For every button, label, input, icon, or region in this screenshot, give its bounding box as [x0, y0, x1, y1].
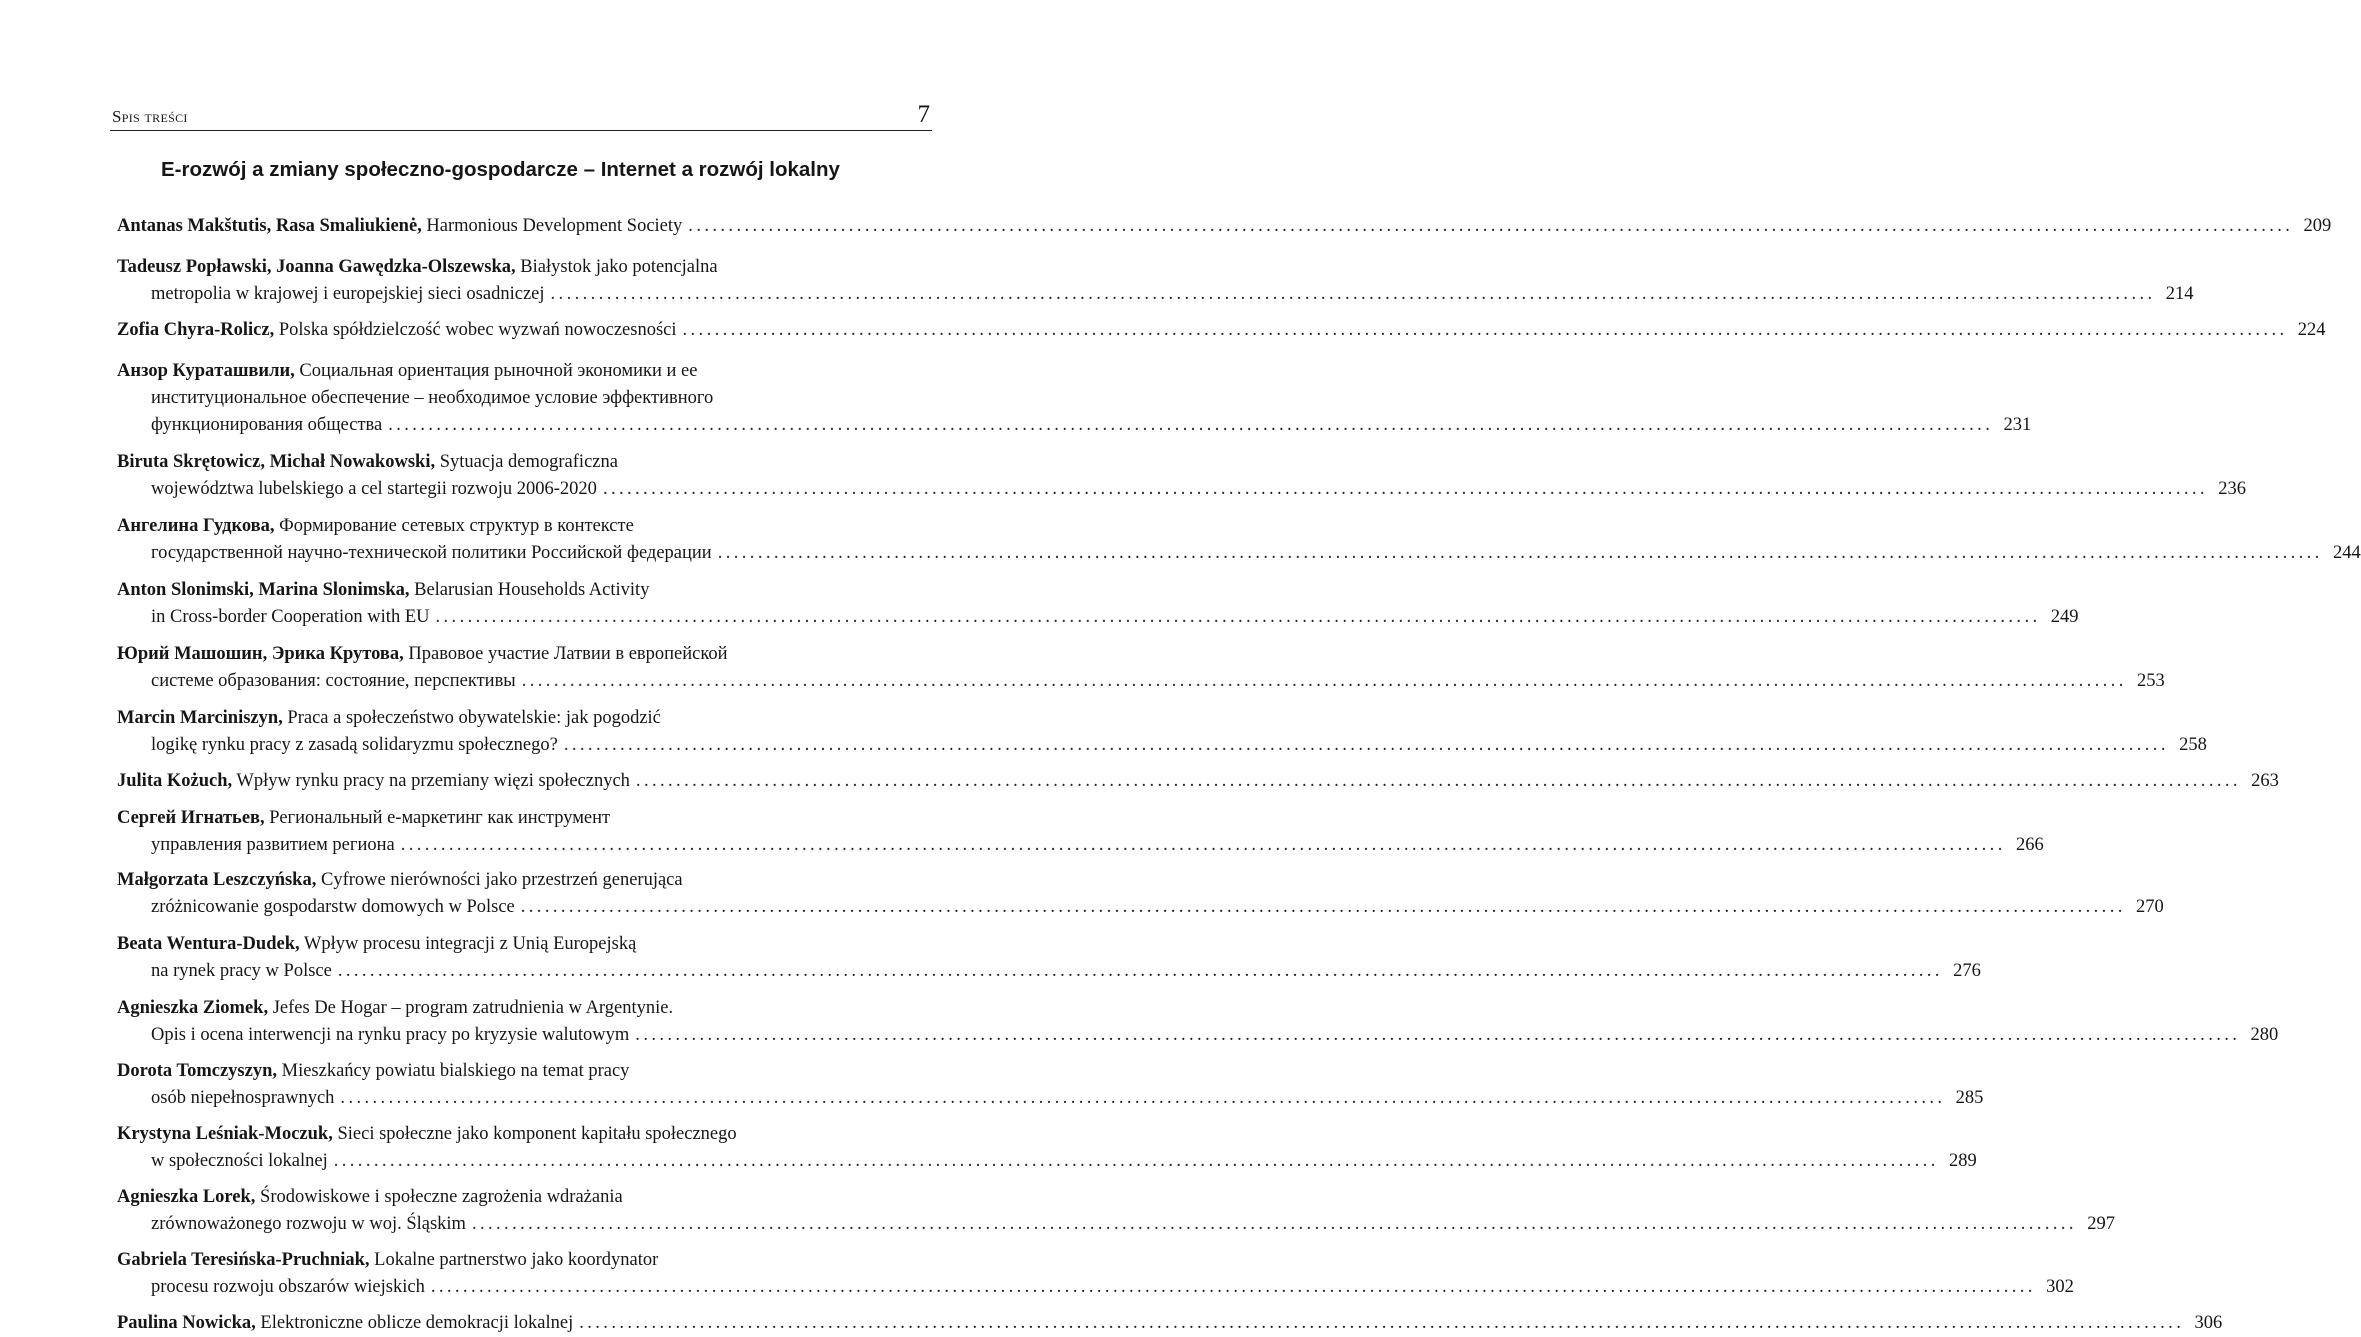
toc-entry-line — [117, 705, 935, 732]
toc-entry-line — [117, 476, 2246, 503]
entry-author: Ангелина Гудкова, — [117, 516, 275, 536]
entry-author: Agnieszka Lorek, — [117, 1187, 256, 1207]
entry-page-number[interactable]: 276 — [1953, 961, 1981, 981]
page-header — [110, 100, 932, 131]
dot-leader: ........................................................................................................................................................................................................ — [435, 607, 2041, 627]
dot-leader: ........................................................................................................................................................................................................ — [400, 835, 2006, 855]
entry-title-text: Sieci społeczne jako komponent kapitału społecznego — [337, 1124, 737, 1144]
entry-author: Biruta Skrętowicz, Michał Nowakowski, — [117, 452, 436, 472]
entry-author: Zofia Chyra-Rolicz, — [117, 320, 275, 340]
entry-title-text: Harmonious Development Society — [426, 216, 683, 236]
entry-page-number[interactable]: 280 — [2250, 1025, 2279, 1045]
toc-entry-line — [117, 641, 935, 668]
entry-title-text: Формирование сетевых структур в контексте — [279, 516, 634, 536]
entry-page-number[interactable]: 244 — [2332, 543, 2361, 563]
entry-author: Marcin Marciniszyn, — [117, 708, 283, 728]
toc-entry-line — [117, 867, 935, 894]
entry-title-text: Sytuacja demograficzna — [439, 452, 618, 472]
toc-entry[interactable] — [117, 1058, 1984, 1112]
entry-title-text: Praca a społeczeństwo obywatelskie: jak pogodzić — [287, 708, 661, 728]
toc-entry-line — [117, 281, 2194, 308]
toc-entry-line — [117, 1148, 1977, 1175]
entry-author: Gabriela Teresińska-Pruchniak, — [117, 1250, 370, 1270]
toc-entry-line — [117, 577, 935, 604]
toc-entry-line — [117, 412, 2032, 439]
entry-title-text: Polska spółdzielczość wobec wyzwań nowoczesności — [278, 320, 677, 340]
toc-entry-line — [117, 1211, 2115, 1238]
entry-title-text: Jefes De Hogar – program zatrudnienia w Argentynie. — [272, 998, 674, 1018]
entry-page-number[interactable]: 249 — [2050, 607, 2079, 627]
entry-title-text: zróżnicowanie gospodarstw domowych w Polsce — [151, 897, 515, 917]
entry-title-text: w społeczności lokalnej — [151, 1151, 328, 1171]
entry-title-text: osób niepełnosprawnych — [151, 1088, 335, 1108]
toc-entry[interactable] — [117, 317, 2326, 344]
toc-entry-line — [117, 1121, 935, 1148]
entry-title-text: Belarusian Households Activity — [414, 580, 650, 600]
toc-entry[interactable] — [117, 513, 2361, 567]
toc-entry-line — [117, 668, 2165, 695]
entry-title-text: Правовое участие Латвии в европейской — [408, 644, 728, 664]
dot-leader: ........................................................................................................................................................................................................ — [579, 1313, 2185, 1333]
entry-author: Анзор Курaташвили, — [117, 361, 295, 381]
dot-leader: ........................................................................................................................................................................................................ — [682, 320, 2288, 340]
toc-entry[interactable] — [117, 867, 2164, 921]
entry-title-text: Opis i ocena interwencji na rynku pracy po kryzysie walutowym — [151, 1025, 630, 1045]
dot-leader: ........................................................................................................................................................................................................ — [635, 771, 2241, 791]
toc-entry[interactable] — [117, 705, 2207, 759]
toc-entry-line — [117, 958, 1981, 985]
toc-entry-line — [117, 317, 2326, 344]
entry-title-text: procesu rozwoju obszarów wiejskich — [151, 1277, 425, 1297]
entry-author: Julita Kożuch, — [117, 771, 233, 791]
entry-title-text: Elektroniczne oblicze demokracji lokalnej — [260, 1313, 574, 1333]
toc-entry[interactable] — [117, 768, 2279, 795]
entry-author: Paulina Nowicka, — [117, 1313, 256, 1333]
toc-entry[interactable] — [117, 931, 1981, 985]
entry-title-text: Социальная ориентация рыночной экономики и ее — [299, 361, 698, 381]
entry-title-text: управления развитием региона — [151, 835, 395, 855]
dot-leader: ........................................................................................................................................................................................................ — [430, 1277, 2036, 1297]
entry-title-text: województwa lubelskiego a cel startegii rozwoju 2006-2020 — [151, 479, 597, 499]
toc-entry[interactable] — [117, 1310, 2223, 1337]
entry-page-number[interactable]: 302 — [2046, 1277, 2074, 1297]
toc-entry-line — [117, 931, 935, 958]
toc-entry[interactable] — [117, 577, 2079, 631]
toc-entries — [117, 213, 2361, 1337]
dot-leader: ........................................................................................................................................................................................................ — [602, 479, 2208, 499]
toc-entry-line — [117, 358, 935, 385]
toc-entry-line — [117, 1247, 935, 1274]
entry-page-number[interactable]: 263 — [2251, 771, 2279, 791]
toc-entry[interactable] — [117, 213, 2332, 240]
entry-author: Beata Wentura-Dudek, — [117, 934, 300, 954]
toc-entry[interactable] — [117, 995, 2279, 1049]
entry-author: Małgorzata Leszczyńska, — [117, 870, 317, 890]
dot-leader: ........................................................................................................................................................................................................ — [333, 1151, 1939, 1171]
entry-title-text: Lokalne partnerstwo jako koordynator — [374, 1250, 659, 1270]
dot-leader: ........................................................................................................................................................................................................ — [635, 1025, 2241, 1045]
dot-leader: ........................................................................................................................................................................................................ — [717, 543, 2323, 563]
toc-entry-line — [117, 254, 935, 281]
entry-author: Dorota Tomczyszyn, — [117, 1061, 277, 1081]
entry-title-text: zrównoważonego rozwoju w woj. Śląskim — [151, 1214, 466, 1234]
entry-page-number[interactable]: 231 — [2003, 415, 2032, 435]
entry-page-number[interactable]: 253 — [2136, 671, 2165, 691]
entry-title-text: Wpływ rynku pracy na przemiany więzi społecznych — [236, 771, 630, 791]
toc-entry-line — [117, 1274, 2074, 1301]
entry-page-number[interactable]: 285 — [1955, 1088, 1984, 1108]
dot-leader: ........................................................................................................................................................................................................ — [388, 415, 1994, 435]
toc-entry[interactable] — [117, 358, 2032, 439]
entry-page-number[interactable]: 297 — [2087, 1214, 2115, 1234]
dot-leader: ........................................................................................................................................................................................................ — [563, 735, 2169, 755]
toc-entry-line — [117, 540, 2361, 567]
entry-title-text: Białystok jako potencjalna — [520, 257, 718, 277]
entry-title-text: системе образования: состояние, перспективы — [151, 671, 516, 691]
entry-author: Юрий Машошин, Эрика Крутова, — [117, 644, 404, 664]
entry-title-text: na rynek pracy w Polsce — [151, 961, 332, 981]
entry-page-number[interactable]: 289 — [1948, 1151, 1977, 1171]
toc-entry-line — [117, 604, 2079, 631]
dot-leader: ........................................................................................................................................................................................................ — [550, 284, 2156, 304]
toc-entry-line — [117, 513, 935, 540]
entry-author: Сергей Игнатьев, — [117, 808, 265, 828]
entry-title-text: Środowiskowe i społeczne zagrożenia wdrażania — [260, 1187, 623, 1207]
toc-entry-line — [117, 832, 2044, 859]
entry-page-number[interactable]: 306 — [2194, 1313, 2223, 1333]
entry-title-text: logikę rynku pracy z zasadą solidaryzmu społecznego? — [151, 735, 558, 755]
entry-page-number[interactable]: 224 — [2297, 320, 2326, 340]
entry-page-number[interactable]: 270 — [2136, 897, 2164, 917]
entry-author: Anton Slonimski, Marina Slonimska, — [117, 580, 410, 600]
toc-entry[interactable] — [117, 254, 2194, 308]
toc-entry-line — [117, 1022, 2279, 1049]
entry-title-text: Wpływ procesu integracji z Unią Europejską — [303, 934, 637, 954]
toc-entry[interactable] — [117, 805, 2044, 859]
entry-page-number[interactable]: 209 — [2303, 216, 2332, 236]
entry-author: Krystyna Leśniak-Moczuk, — [117, 1124, 333, 1144]
entry-title-text: государственной научно-технической политики Российской федерации — [151, 543, 712, 563]
dot-leader: ........................................................................................................................................................................................................ — [521, 671, 2127, 691]
toc-entry-line — [117, 1058, 935, 1085]
toc-entry-line — [117, 1184, 935, 1211]
dot-leader: ........................................................................................................................................................................................................ — [520, 897, 2126, 917]
running-head: Spis treści — [112, 107, 188, 126]
toc-entry-line — [117, 995, 935, 1022]
entry-title-text: Региональный е-маркетинг как инструмент — [269, 808, 611, 828]
entry-author: Tadeusz Popławski, Joanna Gawędzka-Olszewska, — [117, 257, 516, 277]
page-number: 7 — [917, 101, 930, 128]
entry-title-text: in Cross-border Cooperation with EU — [151, 607, 430, 627]
toc-entry-line — [117, 894, 2164, 921]
toc-entry[interactable] — [117, 1121, 1977, 1175]
toc-entry-line — [117, 768, 2279, 795]
entry-author: Antanas Makštutis, Rasa Smaliukienė, — [117, 216, 422, 236]
toc-entry-line — [117, 449, 935, 476]
dot-leader: ........................................................................................................................................................................................................ — [471, 1214, 2077, 1234]
entry-page-number[interactable]: 236 — [2218, 479, 2246, 499]
section-title: E-rozwój a zmiany społeczno-gospodarcze – Internet a rozwój lokalny — [161, 158, 840, 181]
toc-entry-line — [117, 805, 935, 832]
entry-title-text: институциональное обеспечение – необходимое условие эффективного — [151, 388, 714, 408]
entry-author: Agnieszka Ziomek, — [117, 998, 269, 1018]
entry-page-number[interactable]: 214 — [2165, 284, 2194, 304]
entry-title-text: функционирования общества — [151, 415, 383, 435]
entry-title-text: Cyfrowe nierówności jako przestrzeń generująca — [320, 870, 683, 890]
toc-entry[interactable] — [117, 1247, 2074, 1301]
toc-entry-line — [117, 732, 2207, 759]
toc-entry-line — [117, 213, 2332, 240]
toc-entry[interactable] — [117, 449, 2246, 503]
toc-entry-line — [117, 385, 935, 412]
dot-leader: ........................................................................................................................................................................................................ — [340, 1088, 1946, 1108]
entry-title-text: metropolia w krajowej i europejskiej sieci osadniczej — [151, 284, 545, 304]
entry-title-text: Mieszkańcy powiatu bialskiego na temat pracy — [281, 1061, 630, 1081]
entry-page-number[interactable]: 266 — [2015, 835, 2044, 855]
dot-leader: ........................................................................................................................................................................................................ — [337, 961, 1943, 981]
toc-entry[interactable] — [117, 641, 2165, 695]
toc-entry-line — [117, 1085, 1984, 1112]
toc-entry[interactable] — [117, 1184, 2115, 1238]
entry-page-number[interactable]: 258 — [2179, 735, 2207, 755]
dot-leader: ........................................................................................................................................................................................................ — [688, 216, 2294, 236]
toc-entry-line — [117, 1310, 2223, 1337]
